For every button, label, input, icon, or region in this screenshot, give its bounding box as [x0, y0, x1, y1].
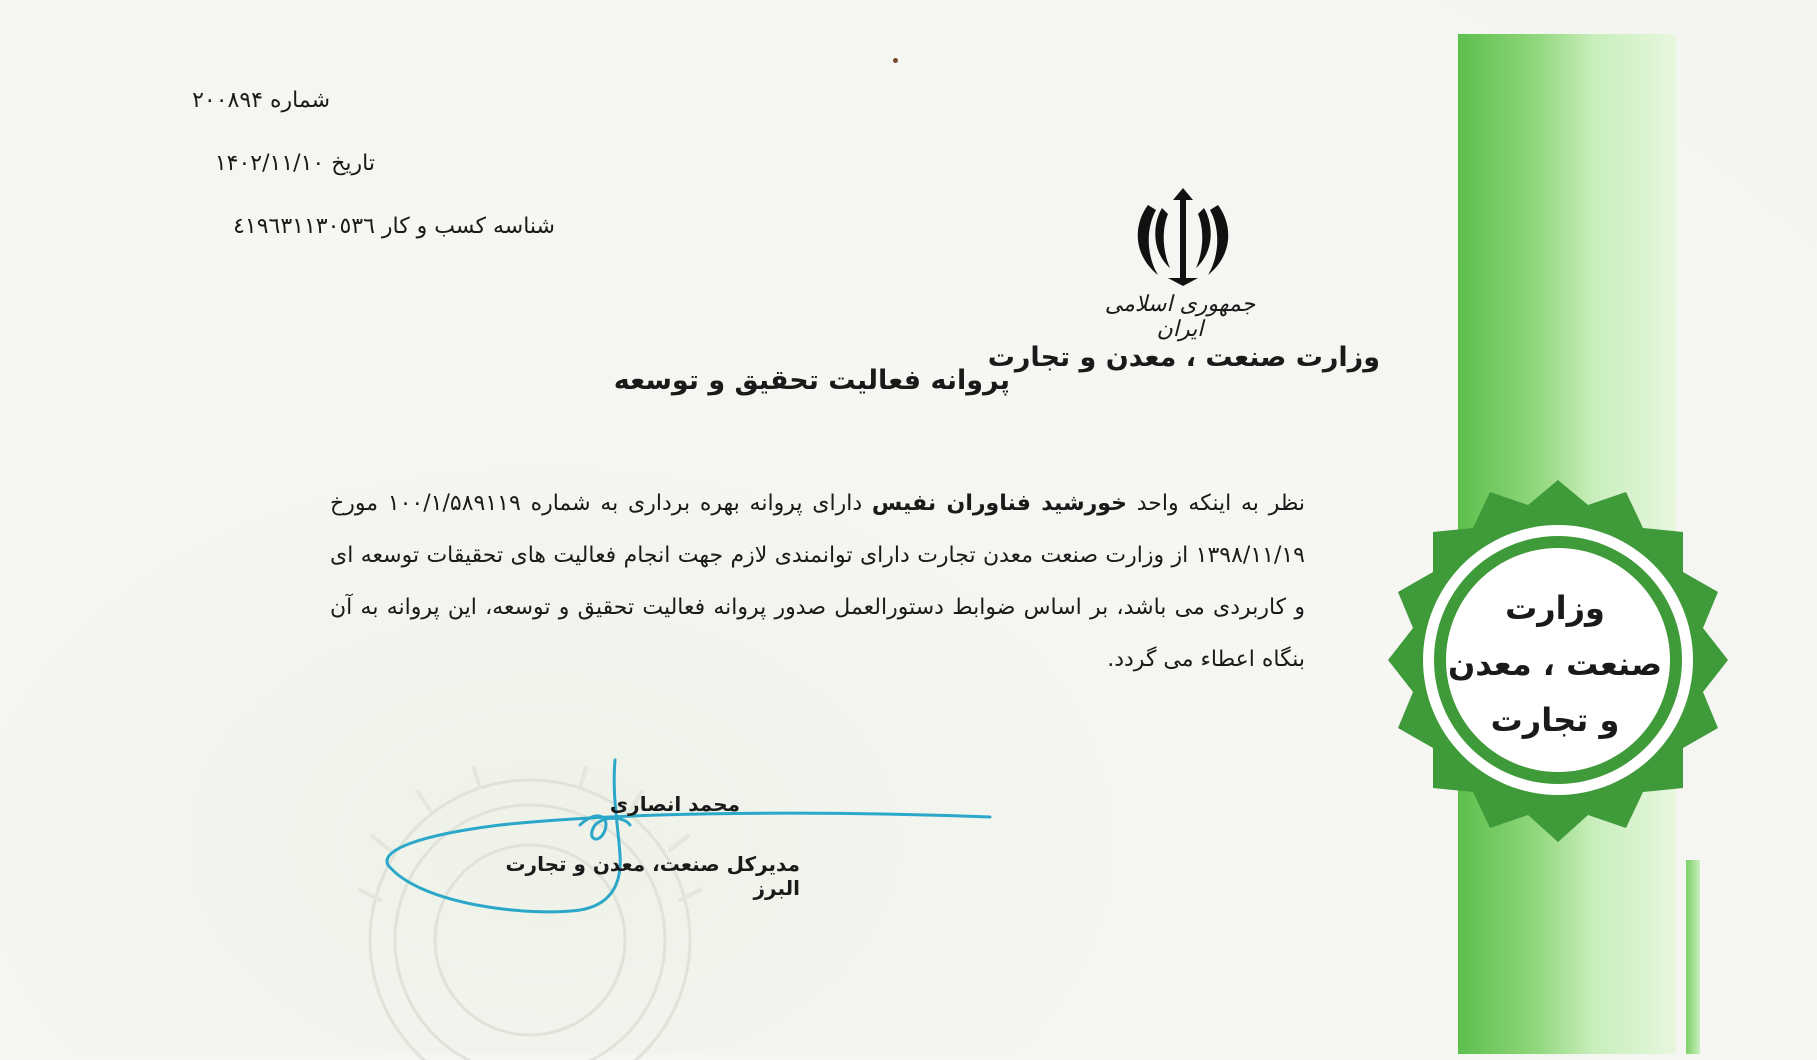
license-title: پروانه فعالیت تحقیق و توسعه — [613, 365, 1010, 396]
ministry-seal-text — [1420, 580, 1690, 748]
signatory-name: محمد انصاری — [609, 792, 740, 816]
body-intro: نظر به اینکه واحد — [1136, 491, 1306, 516]
green-stripe-accent — [1686, 860, 1700, 1054]
signatory-title: مدیرکل صنعت، معدن و تجارت البرز — [505, 852, 800, 900]
certificate-date: تاریخ ۱۴۰۲/۱۱/۱۰ — [214, 151, 375, 176]
iran-emblem-icon — [1128, 180, 1238, 290]
paper-speck — [893, 58, 898, 63]
certificate-number: شماره ۲۰۰۸۹۴ — [192, 88, 330, 113]
ministry-title: وزارت صنعت ، معدن و تجارت — [987, 342, 1380, 373]
body-text-rest: مورخ ۱۳۹۸/۱۱/۱۹ از وزارت صنعت معدن تجارت دارای توانمندی لازم جهت انجام فعالیت های تحقیقات توسعه ای و کاربردی می باشد، بر اساس ضوابط دستورالعمل صدور پروانه فعالیت تحقیق و توسعه، این پروانه به آن بنگاه اعطاء می گردد. — [330, 491, 1305, 672]
company-name: خورشید فناوران نفیس — [871, 491, 1127, 516]
seal-line-2: صنعت ، معدن — [1447, 645, 1663, 683]
emblem-caption: جمهوری اسلامی ایران — [1104, 292, 1256, 342]
body-license-number: دارای پروانه بهره برداری به شماره ۱۰۰/۱/۵۸۹۱۱۹ — [387, 491, 863, 516]
seal-line-3: و تجارت — [1490, 701, 1620, 739]
business-id: شناسه کسب و کار ٤١٩٦٣١١٣٠٥٣٦ — [233, 214, 555, 239]
license-body — [330, 478, 1305, 686]
seal-line-1: وزارت — [1505, 589, 1605, 627]
